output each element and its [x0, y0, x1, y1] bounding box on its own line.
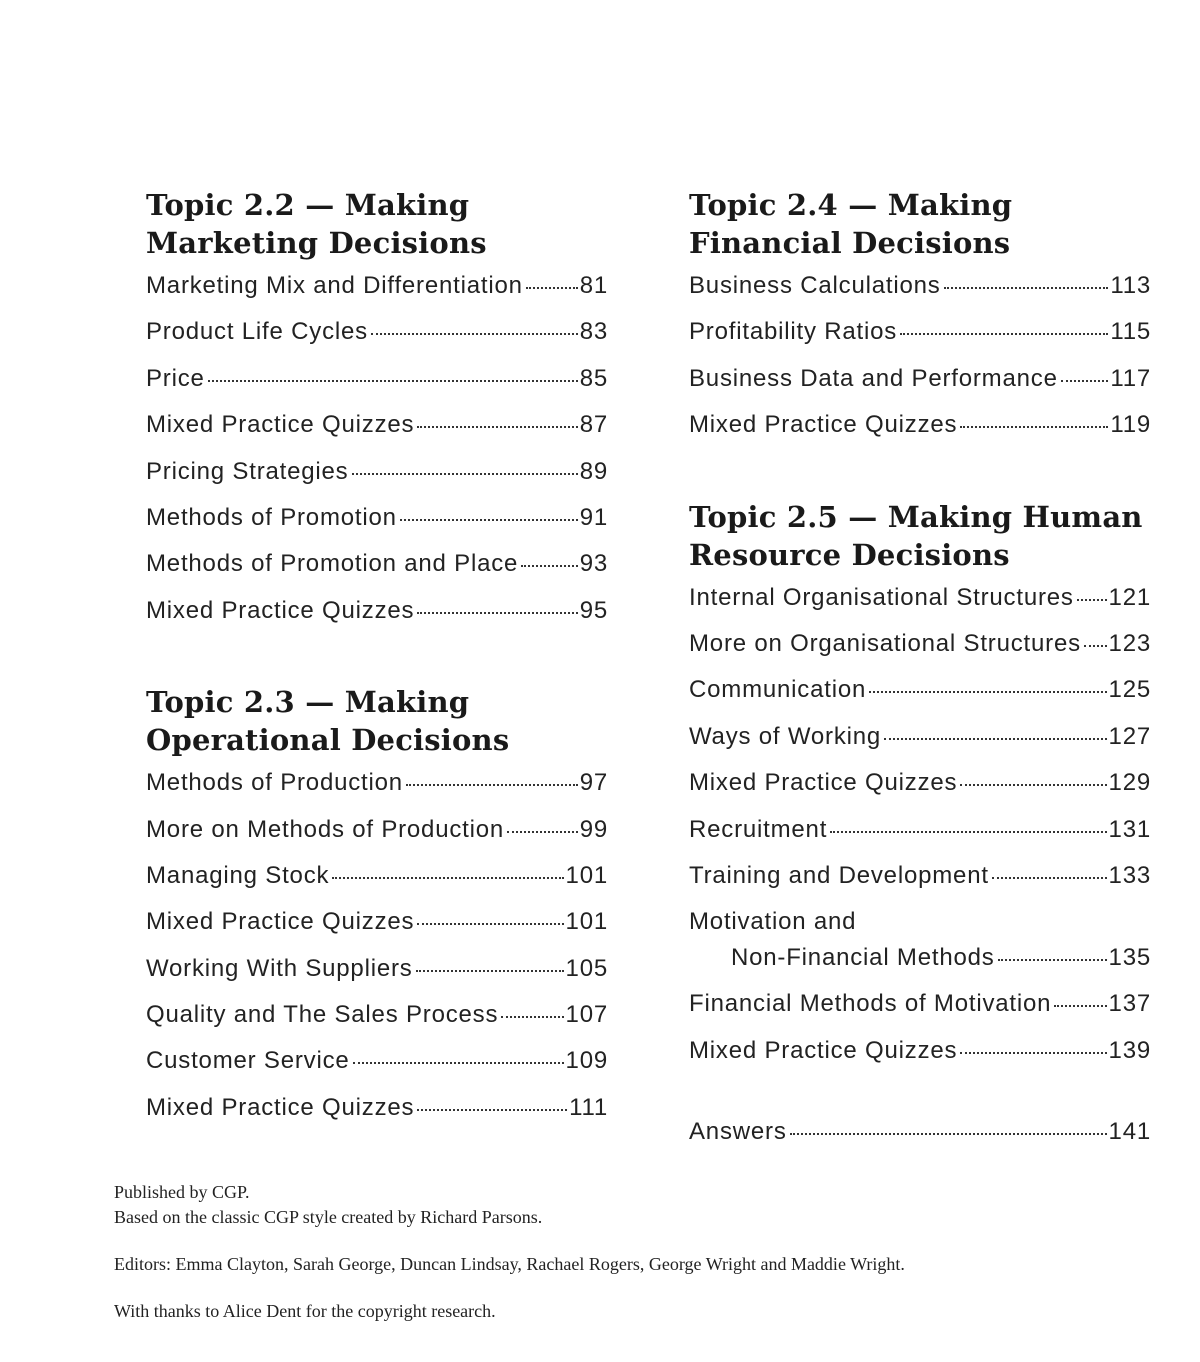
toc-entry-label: More on Organisational Structures [689, 629, 1081, 657]
dot-leader [400, 519, 578, 521]
heading-line: Operational Decisions [146, 723, 510, 758]
editors: Editors: Emma Clayton, Sarah George, Duncan Lindsay, Rachael Rogers, George Wright and Maddie Wright. [114, 1254, 905, 1274]
topic-2-3-section [146, 683, 608, 1140]
toc-entry[interactable] [689, 318, 1151, 364]
dot-leader [371, 333, 578, 335]
toc-entry[interactable] [689, 630, 1151, 676]
heading-line: Marketing Decisions [146, 226, 487, 260]
toc-entry-answers[interactable] [689, 1118, 1151, 1164]
toc-entry-continuation [689, 944, 1151, 972]
heading-line: Topic 2.2 — Making [146, 188, 470, 222]
dot-leader [501, 1016, 563, 1018]
dot-leader [352, 473, 578, 475]
toc-list [146, 769, 608, 1140]
toc-entry-page: 101 [565, 908, 608, 936]
dot-leader [416, 970, 564, 972]
toc-entry-page: 87 [579, 411, 608, 439]
toc-entry[interactable] [146, 862, 608, 908]
dot-leader [884, 738, 1107, 740]
toc-entry-label: Marketing Mix and Differentiation [146, 272, 523, 299]
toc-entry[interactable] [146, 458, 608, 504]
toc-entry-label: Mixed Practice Quizzes [146, 596, 415, 624]
heading-line: Topic 2.5 — Making Human [689, 499, 1143, 534]
dot-leader [869, 691, 1106, 693]
dot-leader [900, 333, 1108, 335]
topic-2-2-heading [146, 186, 608, 262]
answers-section [689, 1118, 1151, 1164]
topic-2-2-section [146, 186, 608, 643]
dot-leader [417, 1109, 567, 1111]
topic-2-4-section [689, 186, 1151, 458]
dot-leader [960, 784, 1106, 786]
toc-list [146, 272, 608, 643]
toc-entry-label: Methods of Promotion and Place [146, 550, 519, 578]
toc-entry[interactable] [146, 318, 608, 364]
toc-entry[interactable] [146, 272, 608, 318]
toc-entry-page: 89 [579, 457, 608, 485]
dot-leader [521, 565, 578, 567]
toc-entry-label: Mixed Practice Quizzes [146, 411, 415, 439]
toc-entry[interactable] [689, 816, 1151, 862]
toc-entry-label: Mixed Practice Quizzes [689, 411, 958, 439]
toc-entry[interactable] [689, 676, 1151, 722]
dot-leader [830, 831, 1106, 833]
toc-entry-page: 81 [579, 272, 608, 299]
toc-entry-label: Managing Stock [146, 861, 330, 889]
dot-leader [998, 959, 1107, 961]
dot-leader [1084, 645, 1107, 647]
dot-leader [526, 287, 578, 289]
toc-entry[interactable] [689, 723, 1151, 769]
toc-entry-page: 133 [1108, 861, 1151, 889]
toc-entry-label: Financial Methods of Motivation [689, 990, 1052, 1018]
toc-entry[interactable] [689, 411, 1151, 457]
toc-entry-page: 97 [579, 769, 608, 797]
heading-line: Topic 2.4 — Making [689, 188, 1013, 222]
dot-leader [944, 287, 1109, 289]
toc-entry-page: 107 [565, 1001, 608, 1029]
heading-line: Financial Decisions [689, 226, 1011, 260]
topic-2-5-section [689, 498, 1151, 1084]
toc-entry-page: 139 [1108, 1036, 1151, 1064]
toc-entry[interactable] [689, 1037, 1151, 1083]
toc-entry-label: Business Calculations [689, 272, 941, 299]
toc-entry[interactable] [689, 908, 1151, 990]
toc-entry-label: Customer Service [146, 1047, 350, 1075]
dot-leader [406, 784, 578, 786]
toc-entry[interactable] [146, 1047, 608, 1093]
toc-entry-label: Methods of Production [146, 769, 403, 797]
toc-entry-label: Recruitment [689, 815, 828, 843]
dot-leader [790, 1133, 1107, 1135]
publisher-credits [114, 1180, 1114, 1324]
toc-entry-page: 117 [1110, 364, 1151, 392]
toc-entry[interactable] [689, 769, 1151, 815]
toc-entry[interactable] [689, 990, 1151, 1036]
dot-leader [353, 1062, 564, 1064]
toc-entry-label: Non-Financial Methods [731, 944, 995, 972]
dot-leader [960, 426, 1108, 428]
topic-2-4-heading [689, 186, 1151, 262]
toc-entry-label: Working With Suppliers [146, 954, 413, 982]
toc-entry-label: Training and Development [689, 861, 989, 889]
toc-entry-page: 93 [579, 550, 608, 578]
toc-entry[interactable] [146, 908, 608, 954]
toc-entry-page: 137 [1108, 990, 1151, 1018]
heading-line: Resource Decisions [689, 537, 1010, 572]
toc-entry[interactable] [146, 504, 608, 550]
dot-leader [208, 380, 578, 382]
toc-entry-page: 99 [579, 815, 608, 843]
toc-entry-page: 105 [565, 954, 608, 982]
toc-entry-label: More on Methods of Production [146, 815, 505, 843]
toc-entry-label: Product Life Cycles [146, 318, 368, 346]
published-by: Published by CGP. [114, 1182, 250, 1202]
toc-entry[interactable] [146, 1001, 608, 1047]
toc-entry-page: 129 [1108, 769, 1151, 797]
toc-entry-label: Communication [689, 676, 867, 704]
toc-entry-page: 91 [579, 503, 608, 531]
toc-entry[interactable] [146, 1094, 608, 1140]
toc-entry[interactable] [146, 769, 608, 815]
toc-entry-page: 121 [1108, 583, 1151, 611]
toc-entry-page: 83 [579, 318, 608, 346]
toc-entry-label: Price [146, 364, 205, 392]
toc-entry[interactable] [146, 550, 608, 596]
toc-entry-page: 141 [1108, 1118, 1151, 1145]
toc-entry-page: 119 [1110, 411, 1151, 439]
toc-list [689, 584, 1151, 1084]
toc-entry-label: Profitability Ratios [689, 318, 898, 346]
dot-leader [507, 831, 578, 833]
toc-entry[interactable] [146, 955, 608, 1001]
toc-entry-label: Quality and The Sales Process [146, 1001, 499, 1029]
toc-entry-page: 115 [1110, 318, 1151, 346]
dot-leader [1061, 380, 1109, 382]
toc-entry-label: Motivation and [689, 908, 857, 936]
toc-entry-label: Mixed Practice Quizzes [689, 1036, 958, 1064]
dot-leader [417, 612, 577, 614]
toc-entry-label: Pricing Strategies [146, 457, 349, 485]
dot-leader [1077, 599, 1107, 601]
dot-leader [992, 877, 1107, 879]
toc-entry[interactable] [689, 862, 1151, 908]
toc-left-column [146, 186, 608, 1140]
toc-entry-page: 135 [1108, 944, 1151, 972]
toc-entry-label: Answers [689, 1118, 787, 1145]
toc-list [689, 272, 1151, 458]
toc-entry-label: Business Data and Performance [689, 364, 1058, 392]
toc-entry-label: Methods of Promotion [146, 503, 397, 531]
toc-entry[interactable] [689, 584, 1151, 630]
toc-entry-page: 95 [579, 596, 608, 624]
toc-entry-page: 127 [1108, 722, 1151, 750]
toc-entry-label: Mixed Practice Quizzes [146, 908, 415, 936]
toc-entry-page: 131 [1108, 815, 1151, 843]
dot-leader [1054, 1005, 1106, 1007]
toc-entry[interactable] [146, 816, 608, 862]
dot-leader [960, 1052, 1106, 1054]
topic-2-5-heading [689, 498, 1151, 574]
toc-entry-page: 109 [565, 1047, 608, 1075]
toc-entry-page: 111 [569, 1093, 608, 1121]
toc-entry-label: Ways of Working [689, 722, 882, 750]
topic-2-3-heading [146, 683, 608, 759]
heading-line: Topic 2.3 — Making [146, 685, 470, 720]
toc-entry[interactable] [689, 272, 1151, 318]
toc-right-column [689, 186, 1151, 1083]
toc-entry-page: 101 [565, 861, 608, 889]
toc-entry-page: 123 [1108, 629, 1151, 657]
dot-leader [417, 923, 563, 925]
toc-entry[interactable] [689, 365, 1151, 411]
toc-entry-label: Internal Organisational Structures [689, 583, 1074, 611]
toc-entry[interactable] [146, 365, 608, 411]
toc-entry-page: 125 [1108, 676, 1151, 704]
toc-entry[interactable] [146, 597, 608, 643]
toc-entry-page: 113 [1110, 272, 1151, 299]
dot-leader [332, 877, 563, 879]
based-on: Based on the classic CGP style created by Richard Parsons. [114, 1207, 543, 1227]
thanks: With thanks to Alice Dent for the copyright research. [114, 1301, 496, 1321]
toc-entry[interactable] [146, 411, 608, 457]
dot-leader [417, 426, 577, 428]
toc-entry-page: 85 [579, 364, 608, 392]
toc-entry-label: Mixed Practice Quizzes [689, 769, 958, 797]
toc-entry-label: Mixed Practice Quizzes [146, 1093, 415, 1121]
